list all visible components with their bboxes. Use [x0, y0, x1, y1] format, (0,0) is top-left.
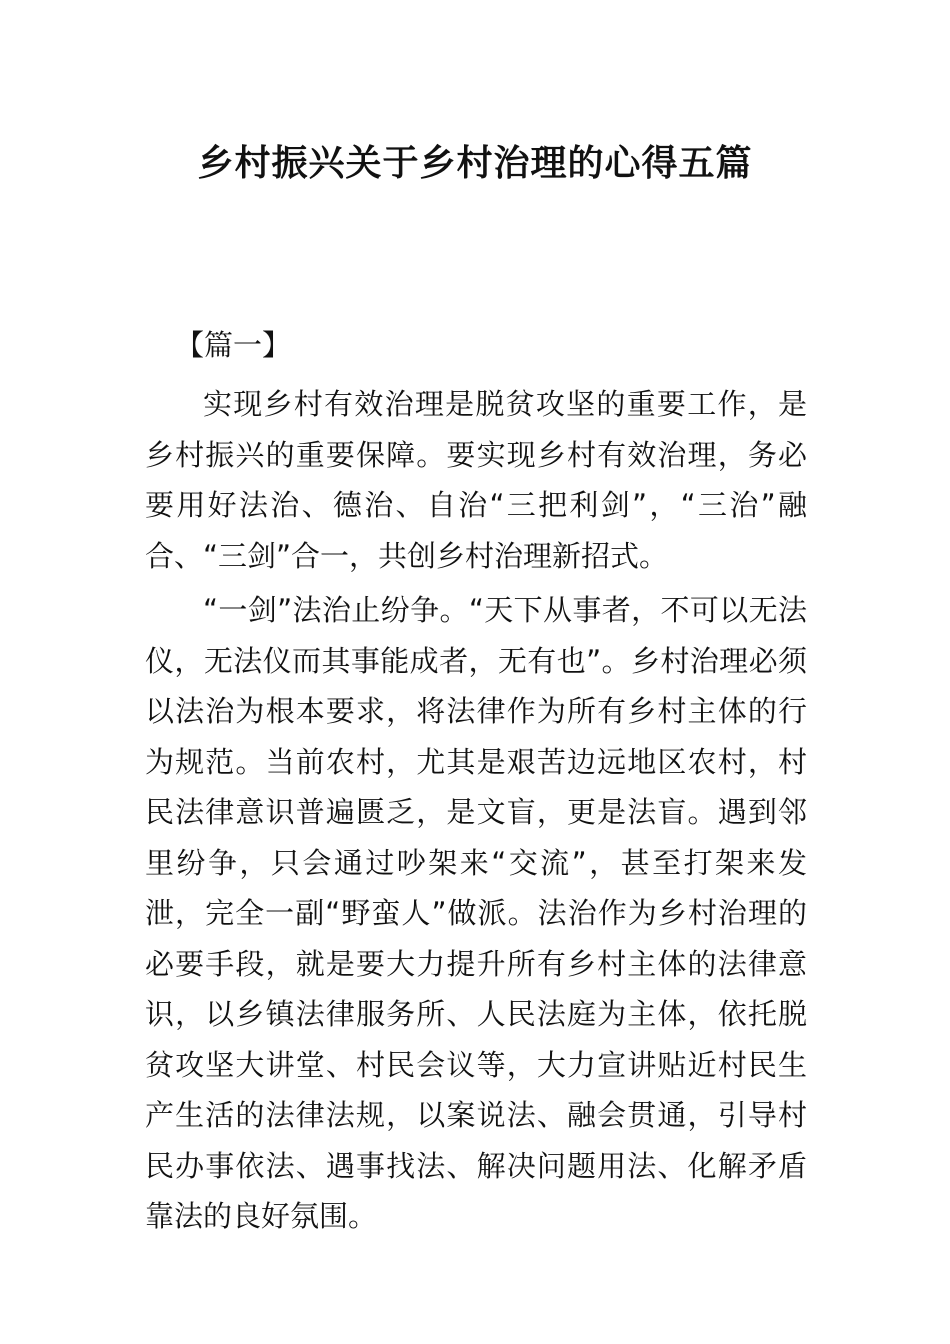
section-heading: 【篇一】	[175, 328, 292, 362]
document-body	[145, 325, 807, 1246]
paragraph-intro: 实现乡村有效治理是脱贫攻坚的重要工作，是乡村振兴的重要保障。要实现乡村有效治理，务必要用好法治、德治、自治“三把利剑”，“三治”融合、“三剑”合一，共创乡村治理新招式。	[145, 387, 807, 573]
paragraph-rule-of-law: “一剑”法治止纷争。“天下从事者，不可以无法仪，无法仪而其事能成者，无有也”。乡村治理必须以法治为根本要求，将法律作为所有乡村主体的行为规范。当前农村，尤其是艰苦边远地区农村，村民法律意识普遍匮乏，是文盲，更是法盲。遇到邻里纷争，只会通过吵架来“交流”，甚至打架来发泄，完全一副“野蛮人”做派。法治作为乡村治理的必要手段，就是要大力提升所有乡村主体的法律意识，以乡镇法律服务所、人民法庭为主体，依托脱贫攻坚大讲堂、村民会议等，大力宣讲贴近村民生产生活的法律法规，以案说法、融会贯通，引导村民办事依法、遇事找法、解决问题用法、化解矛盾靠法的良好氛围。	[145, 593, 807, 1233]
document-title: 乡村振兴关于乡村治理的心得五篇	[197, 143, 753, 184]
